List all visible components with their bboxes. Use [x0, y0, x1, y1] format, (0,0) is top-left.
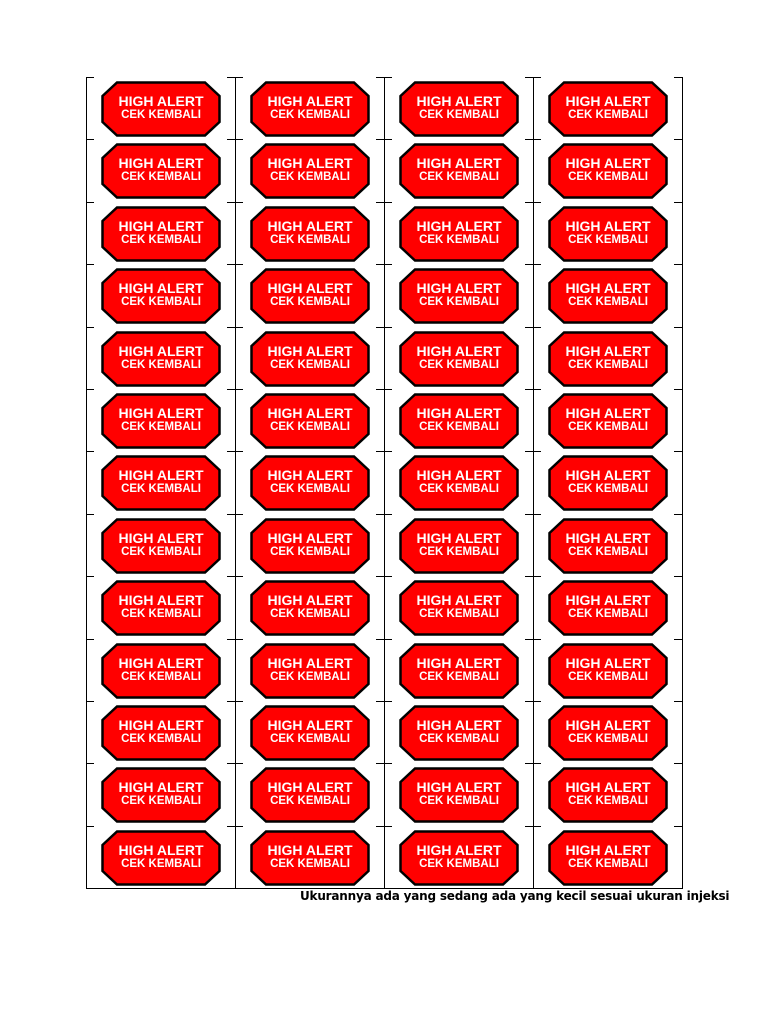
- row-tick: [86, 639, 94, 640]
- label-line-cek-kembali: CEK KEMBALI: [270, 171, 350, 184]
- label-line-high-alert: HIGH ALERT: [118, 841, 204, 858]
- row-tick: [384, 701, 392, 702]
- label-line-high-alert: HIGH ALERT: [118, 405, 204, 421]
- high-alert-label: [399, 206, 519, 262]
- row-tick: [533, 202, 541, 203]
- high-alert-label: [250, 767, 370, 823]
- label-line-high-alert: HIGH ALERT: [565, 592, 651, 609]
- row-tick: [384, 576, 392, 577]
- row-tick: [235, 139, 243, 140]
- row-tick: [235, 888, 243, 889]
- label-line-high-alert: HIGH ALERT: [565, 93, 651, 109]
- row-tick: [235, 826, 243, 827]
- row-tick: [227, 202, 235, 203]
- label-line-high-alert: HIGH ALERT: [565, 280, 651, 297]
- row-tick: [525, 576, 533, 577]
- row-tick: [674, 763, 682, 764]
- label-line-high-alert: HIGH ALERT: [118, 342, 204, 359]
- row-tick: [533, 514, 541, 515]
- label-line-high-alert: HIGH ALERT: [267, 654, 353, 671]
- row-tick: [376, 514, 384, 515]
- row-tick: [525, 763, 533, 764]
- label-line-cek-kembali: CEK KEMBALI: [121, 608, 201, 621]
- high-alert-label: [548, 455, 668, 511]
- row-tick: [376, 389, 384, 390]
- label-line-cek-kembali: CEK KEMBALI: [270, 358, 350, 371]
- row-tick: [376, 701, 384, 702]
- label-line-cek-kembali: CEK KEMBALI: [419, 109, 499, 121]
- row-tick: [86, 888, 94, 889]
- row-tick: [376, 327, 384, 328]
- row-tick: [227, 264, 235, 265]
- column-divider: [86, 77, 87, 889]
- row-tick: [235, 701, 243, 702]
- label-line-high-alert: HIGH ALERT: [565, 467, 651, 484]
- row-tick: [525, 639, 533, 640]
- row-tick: [384, 451, 392, 452]
- row-tick: [525, 202, 533, 203]
- label-line-cek-kembali: CEK KEMBALI: [270, 670, 350, 683]
- label-line-high-alert: HIGH ALERT: [267, 280, 353, 297]
- high-alert-label: [250, 705, 370, 761]
- label-line-cek-kembali: CEK KEMBALI: [568, 171, 648, 184]
- high-alert-label: [548, 643, 668, 699]
- label-line-high-alert: HIGH ALERT: [267, 405, 353, 421]
- row-tick: [533, 327, 541, 328]
- high-alert-label: [101, 518, 221, 574]
- row-tick: [376, 77, 384, 78]
- label-line-cek-kembali: CEK KEMBALI: [121, 795, 201, 808]
- row-tick: [86, 763, 94, 764]
- label-line-high-alert: HIGH ALERT: [565, 779, 651, 796]
- row-tick: [235, 763, 243, 764]
- row-tick: [525, 139, 533, 140]
- label-line-high-alert: HIGH ALERT: [118, 529, 204, 546]
- high-alert-label: [250, 81, 370, 137]
- label-line-cek-kembali: CEK KEMBALI: [419, 421, 499, 433]
- label-line-cek-kembali: CEK KEMBALI: [270, 545, 350, 558]
- row-tick: [86, 77, 94, 78]
- high-alert-label: [548, 331, 668, 387]
- label-line-cek-kembali: CEK KEMBALI: [568, 545, 648, 558]
- label-line-cek-kembali: CEK KEMBALI: [270, 483, 350, 496]
- row-tick: [525, 327, 533, 328]
- row-tick: [227, 139, 235, 140]
- high-alert-label: [399, 268, 519, 324]
- row-tick: [235, 451, 243, 452]
- row-tick: [86, 327, 94, 328]
- high-alert-label: [548, 81, 668, 137]
- label-line-cek-kembali: CEK KEMBALI: [419, 733, 499, 745]
- high-alert-label: [399, 455, 519, 511]
- row-tick: [525, 389, 533, 390]
- label-line-cek-kembali: CEK KEMBALI: [121, 545, 201, 558]
- high-alert-label: [101, 393, 221, 449]
- label-line-high-alert: HIGH ALERT: [416, 779, 502, 796]
- label-line-cek-kembali: CEK KEMBALI: [568, 670, 648, 683]
- high-alert-label: [250, 206, 370, 262]
- high-alert-label: [548, 206, 668, 262]
- row-tick: [525, 826, 533, 827]
- row-tick: [376, 826, 384, 827]
- label-line-cek-kembali: CEK KEMBALI: [419, 670, 499, 683]
- row-tick: [674, 826, 682, 827]
- high-alert-label: [101, 643, 221, 699]
- row-tick: [86, 202, 94, 203]
- label-line-high-alert: HIGH ALERT: [416, 467, 502, 484]
- label-line-cek-kembali: CEK KEMBALI: [419, 483, 499, 496]
- row-tick: [86, 264, 94, 265]
- row-tick: [227, 389, 235, 390]
- high-alert-label: [101, 767, 221, 823]
- label-line-high-alert: HIGH ALERT: [267, 779, 353, 796]
- row-tick: [533, 701, 541, 702]
- label-line-high-alert: HIGH ALERT: [267, 529, 353, 546]
- high-alert-label: [250, 268, 370, 324]
- label-line-cek-kembali: CEK KEMBALI: [270, 857, 350, 870]
- label-line-high-alert: HIGH ALERT: [565, 342, 651, 359]
- high-alert-label: [399, 705, 519, 761]
- label-line-cek-kembali: CEK KEMBALI: [270, 733, 350, 745]
- label-line-high-alert: HIGH ALERT: [416, 280, 502, 297]
- label-line-high-alert: HIGH ALERT: [267, 217, 353, 234]
- column-divider: [682, 77, 683, 889]
- label-line-high-alert: HIGH ALERT: [267, 155, 353, 172]
- label-line-high-alert: HIGH ALERT: [267, 592, 353, 609]
- label-line-high-alert: HIGH ALERT: [565, 217, 651, 234]
- row-tick: [227, 888, 235, 889]
- high-alert-label: [548, 705, 668, 761]
- row-tick: [86, 701, 94, 702]
- row-tick: [227, 77, 235, 78]
- row-tick: [674, 514, 682, 515]
- row-tick: [674, 202, 682, 203]
- label-line-high-alert: HIGH ALERT: [118, 654, 204, 671]
- label-line-cek-kembali: CEK KEMBALI: [419, 545, 499, 558]
- label-line-cek-kembali: CEK KEMBALI: [121, 296, 201, 309]
- label-line-cek-kembali: CEK KEMBALI: [270, 608, 350, 621]
- label-line-high-alert: HIGH ALERT: [267, 841, 353, 858]
- high-alert-label: [101, 331, 221, 387]
- label-line-cek-kembali: CEK KEMBALI: [419, 171, 499, 184]
- label-line-cek-kembali: CEK KEMBALI: [121, 733, 201, 745]
- row-tick: [227, 763, 235, 764]
- label-line-cek-kembali: CEK KEMBALI: [270, 795, 350, 808]
- row-tick: [674, 77, 682, 78]
- label-line-cek-kembali: CEK KEMBALI: [270, 233, 350, 246]
- row-tick: [376, 576, 384, 577]
- row-tick: [376, 139, 384, 140]
- high-alert-label: [399, 830, 519, 886]
- row-tick: [86, 139, 94, 140]
- row-tick: [384, 77, 392, 78]
- high-alert-label: [548, 143, 668, 199]
- label-line-high-alert: HIGH ALERT: [118, 155, 204, 172]
- label-line-high-alert: HIGH ALERT: [118, 592, 204, 609]
- label-line-high-alert: HIGH ALERT: [416, 342, 502, 359]
- label-line-high-alert: HIGH ALERT: [416, 592, 502, 609]
- high-alert-label: [399, 331, 519, 387]
- label-line-cek-kembali: CEK KEMBALI: [568, 483, 648, 496]
- label-line-cek-kembali: CEK KEMBALI: [121, 171, 201, 184]
- high-alert-label: [399, 393, 519, 449]
- row-tick: [235, 202, 243, 203]
- row-tick: [525, 264, 533, 265]
- row-tick: [525, 701, 533, 702]
- row-tick: [227, 451, 235, 452]
- row-tick: [384, 139, 392, 140]
- label-line-high-alert: HIGH ALERT: [416, 841, 502, 858]
- label-line-high-alert: HIGH ALERT: [416, 155, 502, 172]
- high-alert-label: [250, 643, 370, 699]
- row-tick: [376, 639, 384, 640]
- label-line-cek-kembali: CEK KEMBALI: [419, 857, 499, 870]
- label-line-high-alert: HIGH ALERT: [416, 529, 502, 546]
- label-line-cek-kembali: CEK KEMBALI: [568, 358, 648, 371]
- label-line-cek-kembali: CEK KEMBALI: [419, 296, 499, 309]
- label-line-cek-kembali: CEK KEMBALI: [568, 296, 648, 309]
- row-tick: [376, 202, 384, 203]
- label-line-high-alert: HIGH ALERT: [416, 93, 502, 109]
- row-tick: [235, 264, 243, 265]
- row-tick: [384, 763, 392, 764]
- row-tick: [227, 639, 235, 640]
- label-line-high-alert: HIGH ALERT: [565, 529, 651, 546]
- row-tick: [227, 514, 235, 515]
- label-line-high-alert: HIGH ALERT: [565, 841, 651, 858]
- high-alert-label: [399, 767, 519, 823]
- label-line-cek-kembali: CEK KEMBALI: [270, 421, 350, 433]
- row-tick: [86, 451, 94, 452]
- label-line-high-alert: HIGH ALERT: [565, 405, 651, 421]
- high-alert-label: [548, 767, 668, 823]
- label-line-cek-kembali: CEK KEMBALI: [121, 483, 201, 496]
- label-line-cek-kembali: CEK KEMBALI: [121, 109, 201, 121]
- row-tick: [235, 77, 243, 78]
- row-tick: [384, 826, 392, 827]
- high-alert-label: [101, 268, 221, 324]
- row-tick: [533, 451, 541, 452]
- high-alert-label: [399, 580, 519, 636]
- label-line-high-alert: HIGH ALERT: [267, 467, 353, 484]
- row-tick: [533, 826, 541, 827]
- row-tick: [525, 77, 533, 78]
- row-tick: [384, 639, 392, 640]
- label-line-cek-kembali: CEK KEMBALI: [419, 795, 499, 808]
- label-line-cek-kembali: CEK KEMBALI: [568, 109, 648, 121]
- row-tick: [533, 139, 541, 140]
- label-line-high-alert: HIGH ALERT: [118, 93, 204, 109]
- row-tick: [674, 389, 682, 390]
- high-alert-label: [250, 331, 370, 387]
- row-tick: [384, 389, 392, 390]
- row-tick: [86, 576, 94, 577]
- label-line-cek-kembali: CEK KEMBALI: [568, 857, 648, 870]
- caption-text: Ukurannya ada yang sedang ada yang kecil sesuai ukuran injeksi: [300, 889, 730, 903]
- row-tick: [674, 639, 682, 640]
- label-line-high-alert: HIGH ALERT: [267, 717, 353, 733]
- high-alert-label: [250, 580, 370, 636]
- label-sheet: [86, 77, 682, 889]
- label-line-high-alert: HIGH ALERT: [118, 217, 204, 234]
- column-divider: [235, 77, 236, 889]
- high-alert-label: [101, 830, 221, 886]
- label-line-cek-kembali: CEK KEMBALI: [121, 857, 201, 870]
- row-tick: [376, 264, 384, 265]
- row-tick: [533, 576, 541, 577]
- row-tick: [674, 327, 682, 328]
- row-tick: [235, 327, 243, 328]
- label-line-cek-kembali: CEK KEMBALI: [568, 608, 648, 621]
- label-line-cek-kembali: CEK KEMBALI: [270, 296, 350, 309]
- high-alert-label: [548, 830, 668, 886]
- row-tick: [525, 514, 533, 515]
- row-tick: [525, 451, 533, 452]
- label-line-high-alert: HIGH ALERT: [267, 93, 353, 109]
- row-tick: [533, 763, 541, 764]
- column-divider: [533, 77, 534, 889]
- high-alert-label: [548, 393, 668, 449]
- high-alert-label: [101, 455, 221, 511]
- label-line-cek-kembali: CEK KEMBALI: [419, 608, 499, 621]
- high-alert-label: [101, 81, 221, 137]
- row-tick: [674, 451, 682, 452]
- row-tick: [235, 576, 243, 577]
- row-tick: [674, 576, 682, 577]
- high-alert-label: [250, 455, 370, 511]
- label-line-high-alert: HIGH ALERT: [118, 280, 204, 297]
- label-line-cek-kembali: CEK KEMBALI: [121, 670, 201, 683]
- row-tick: [376, 451, 384, 452]
- label-line-cek-kembali: CEK KEMBALI: [568, 233, 648, 246]
- row-tick: [533, 389, 541, 390]
- row-tick: [533, 77, 541, 78]
- high-alert-label: [548, 268, 668, 324]
- column-divider: [384, 77, 385, 889]
- label-line-cek-kembali: CEK KEMBALI: [121, 358, 201, 371]
- label-line-high-alert: HIGH ALERT: [118, 467, 204, 484]
- label-line-high-alert: HIGH ALERT: [267, 342, 353, 359]
- row-tick: [384, 264, 392, 265]
- row-tick: [235, 389, 243, 390]
- high-alert-label: [548, 518, 668, 574]
- row-tick: [86, 826, 94, 827]
- row-tick: [674, 264, 682, 265]
- row-tick: [227, 576, 235, 577]
- label-line-high-alert: HIGH ALERT: [565, 654, 651, 671]
- row-tick: [533, 264, 541, 265]
- high-alert-label: [250, 143, 370, 199]
- label-line-cek-kembali: CEK KEMBALI: [568, 421, 648, 433]
- label-line-high-alert: HIGH ALERT: [416, 654, 502, 671]
- label-line-cek-kembali: CEK KEMBALI: [121, 421, 201, 433]
- row-tick: [384, 514, 392, 515]
- high-alert-label: [101, 705, 221, 761]
- row-tick: [227, 701, 235, 702]
- label-line-high-alert: HIGH ALERT: [416, 405, 502, 421]
- label-line-high-alert: HIGH ALERT: [118, 779, 204, 796]
- row-tick: [227, 327, 235, 328]
- high-alert-label: [250, 393, 370, 449]
- high-alert-label: [101, 206, 221, 262]
- label-line-cek-kembali: CEK KEMBALI: [568, 795, 648, 808]
- label-line-high-alert: HIGH ALERT: [565, 155, 651, 172]
- label-line-high-alert: HIGH ALERT: [416, 717, 502, 733]
- row-tick: [86, 514, 94, 515]
- high-alert-label: [399, 143, 519, 199]
- row-tick: [674, 701, 682, 702]
- high-alert-label: [101, 143, 221, 199]
- high-alert-label: [101, 580, 221, 636]
- row-tick: [674, 139, 682, 140]
- row-tick: [384, 202, 392, 203]
- row-tick: [384, 327, 392, 328]
- row-tick: [235, 639, 243, 640]
- row-tick: [533, 639, 541, 640]
- row-tick: [235, 514, 243, 515]
- label-line-high-alert: HIGH ALERT: [565, 717, 651, 733]
- label-line-high-alert: HIGH ALERT: [118, 717, 204, 733]
- high-alert-label: [399, 643, 519, 699]
- label-line-cek-kembali: CEK KEMBALI: [121, 233, 201, 246]
- row-tick: [86, 389, 94, 390]
- high-alert-label: [250, 518, 370, 574]
- label-line-cek-kembali: CEK KEMBALI: [270, 109, 350, 121]
- label-line-cek-kembali: CEK KEMBALI: [419, 358, 499, 371]
- label-line-high-alert: HIGH ALERT: [416, 217, 502, 234]
- high-alert-label: [399, 81, 519, 137]
- label-line-cek-kembali: CEK KEMBALI: [419, 233, 499, 246]
- row-tick: [376, 763, 384, 764]
- label-line-cek-kembali: CEK KEMBALI: [568, 733, 648, 745]
- high-alert-label: [548, 580, 668, 636]
- row-tick: [227, 826, 235, 827]
- high-alert-label: [399, 518, 519, 574]
- high-alert-label: [250, 830, 370, 886]
